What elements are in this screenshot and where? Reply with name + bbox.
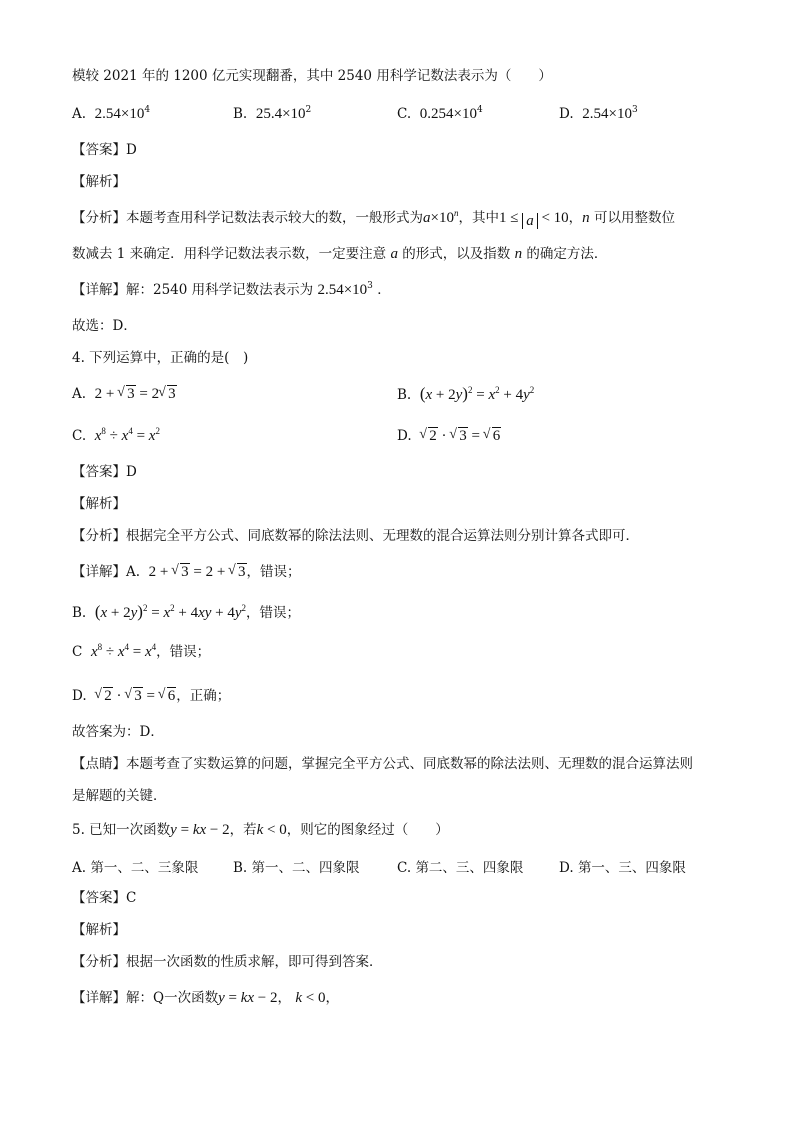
q5-stem: 5. 已知一次函数y = kx − 2，若k < 0，则它的图象经过（ ）	[72, 822, 449, 838]
q5-analysis: 【分析】根据一次函数的性质求解，即可得到答案．	[72, 954, 383, 970]
q4-answer: 【答案】D	[72, 464, 137, 480]
q4-conclusion: 故答案为：D．	[72, 724, 164, 740]
q3-detail: 【详解】解：2540 用科学记数法表示为 $2.54\times 10^3$ ．	[72, 281, 391, 298]
q4-option-d: D. √ 2 · √ 3 = √ 6	[397, 426, 501, 446]
q3-option-b: B. $25.4\times 10^2$	[233, 105, 312, 122]
q4-detail-a: 【详解】A. 2 + √ 3 = 2 + √ 3，错误；	[72, 562, 301, 582]
q3-stem: 模较 2021 年的 1200 亿元实现翻番，其中 2540 用科学记数法表示为（ ）	[72, 68, 552, 84]
q4-analysis-title: 【解析】	[72, 496, 126, 512]
q4-comment-line1: 【点睛】本题考查了实数运算的问题，掌握完全平方公式、同底数幂的除法法则、无理数的混合运算法则	[72, 756, 693, 772]
q3-answer: 【答案】D	[72, 142, 137, 158]
q5-option-a: A. 第一、二、三象限	[72, 860, 199, 876]
q3-analysis-line1: 【分析】本题考查用科学记数法表示较大的数，一般形式为$a\times 10^n$，其中1 ≤ a < 10，n 可以用整数位	[72, 208, 675, 229]
q3-option-c: C. $0.254\times 10^4$	[397, 105, 483, 122]
q5-option-c: C. 第二、三、四象限	[397, 860, 524, 876]
q3-conclusion: 故选：D．	[72, 318, 137, 334]
q4-detail-d: D. √ 2 · √ 3 = √ 6，正确；	[72, 686, 230, 706]
q3-option-a: A. $2.54\times 10^4$	[72, 105, 151, 122]
q3-analysis-title: 【解析】	[72, 174, 126, 190]
q4-option-b: B. $(x + 2y)^2 = x^2 + 4y^2$	[397, 384, 535, 403]
q3-analysis-line2: 数减去 1 来确定．用科学记数法表示数，一定要注意 a 的形式，以及指数 n 的确定方法．	[72, 246, 608, 262]
q5-answer: 【答案】C	[72, 890, 137, 906]
q5-option-d: D. 第一、三、四象限	[559, 860, 686, 876]
q4-comment-line2: 是解题的关键．	[72, 788, 167, 804]
q5-analysis-title: 【解析】	[72, 922, 126, 938]
q5-option-b: B. 第一、二、四象限	[233, 860, 360, 876]
q4-stem: 4. 下列运算中，正确的是( )	[72, 350, 249, 366]
q4-detail-c: C $x^8 \div x^4 = x^4$，错误；	[72, 642, 211, 660]
q4-option-c: C. $x^8 \div x^4 = x^2$	[72, 426, 160, 444]
q3-option-d: D. $2.54\times 10^3$	[559, 105, 638, 122]
q5-detail: 【详解】解：Q一次函数y = kx − 2， k < 0，	[72, 990, 339, 1006]
q4-analysis: 【分析】根据完全平方公式、同底数幂的除法法则、无理数的混合运算法则分别计算各式即可．	[72, 528, 639, 544]
q4-option-a: A. 2 + √ 3 = 2√ 3	[72, 384, 177, 404]
q4-detail-b: B. $(x + 2y)^2 = x^2 + 4xy + 4y^2$，错误；	[72, 602, 301, 621]
